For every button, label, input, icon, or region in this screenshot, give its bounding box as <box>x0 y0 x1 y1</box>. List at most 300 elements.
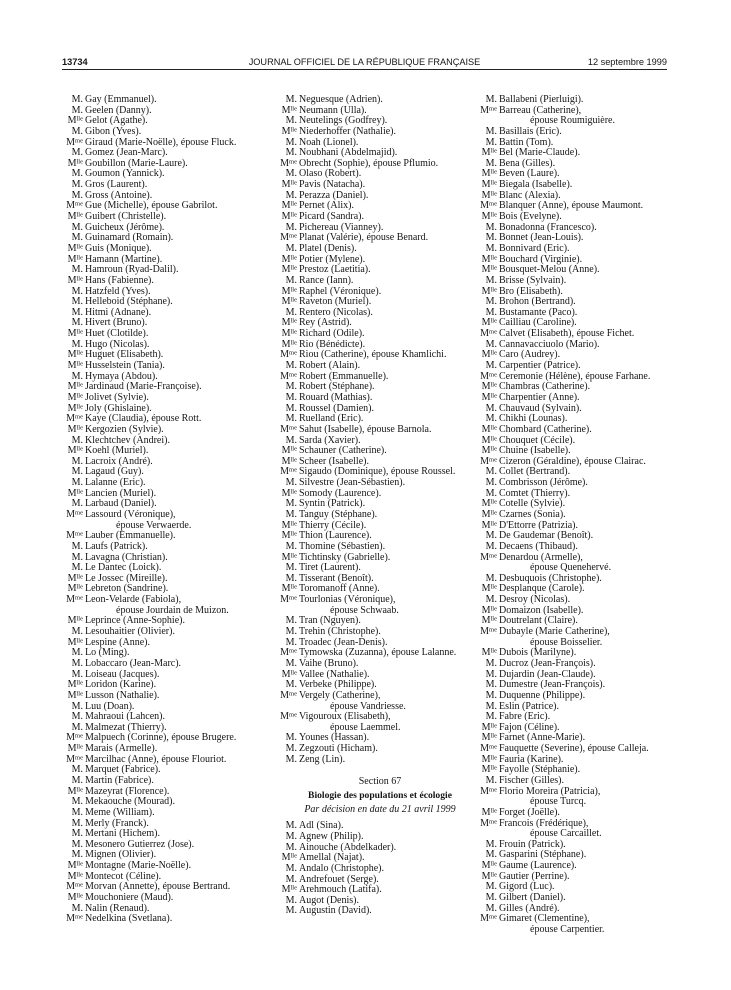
person-name: Cizeron (Géraldine), épouse Clairac. <box>499 455 646 467</box>
person-name: Collet (Bertrand). <box>499 466 571 478</box>
civility-title: $M^{lle}$ <box>481 764 497 776</box>
civility-title: $M^{me}$ <box>280 711 297 723</box>
civility-title: $M^{lle}$ <box>67 402 83 414</box>
person-name: Comtet (Thierry). <box>499 487 571 499</box>
person-name: Bouchard (Virginie). <box>499 253 583 265</box>
civility-title: M. <box>485 306 497 318</box>
civility-title: M. <box>285 873 297 885</box>
person-name: Loridon (Karine). <box>85 679 157 691</box>
person-name: épouse Vandriesse. <box>330 700 406 712</box>
person-name: Rance (Iann). <box>299 274 354 286</box>
person-name: Carpentier (Patrice). <box>499 360 581 372</box>
person-name: Pavis (Natacha). <box>299 179 366 191</box>
civility-title: $M^{lle}$ <box>67 253 83 265</box>
civility-title: M. <box>285 274 297 286</box>
civility-title: M. <box>71 498 83 510</box>
person-name: Gilbert (Daniel). <box>499 892 566 904</box>
person-name: Leon-Velarde (Fabiola), <box>85 594 182 606</box>
person-name: Gross (Antoine). <box>85 189 153 201</box>
person-name: Planat (Valérie), épouse Benard. <box>299 232 429 244</box>
civility-title: $M^{lle}$ <box>481 647 497 659</box>
person-name: Agnew (Philip). <box>299 831 364 842</box>
civility-title: $M^{lle}$ <box>67 572 83 584</box>
person-name: Sarda (Xavier). <box>299 434 361 446</box>
civility-title: $M^{lle}$ <box>481 445 497 457</box>
person-name: Pernet (Alix). <box>299 200 354 212</box>
civility-title: M. <box>285 636 297 648</box>
civility-title: M. <box>485 657 497 669</box>
civility-title: M. <box>285 732 297 744</box>
person-name: Mouchoniere (Maud). <box>85 892 174 904</box>
person-name: Tran (Nguyen). <box>299 615 361 627</box>
person-name: Ducroz (Jean-François). <box>499 657 596 669</box>
civility-title: M. <box>285 905 297 917</box>
civility-title: $M^{lle}$ <box>281 519 297 531</box>
name-entry <box>276 906 476 917</box>
civility-title: M. <box>285 136 297 148</box>
page-number: 13734 <box>62 57 88 67</box>
person-name: Sahut (Isabelle), épouse Barnola. <box>299 423 432 435</box>
person-name: Mahraoui (Lahcen). <box>85 711 165 723</box>
civility-title: M. <box>285 508 297 520</box>
person-name: Chikhi (Lounas). <box>499 413 568 425</box>
civility-title: M. <box>71 838 83 850</box>
person-name: Combrisson (Jérôme). <box>499 477 588 489</box>
civility-title: $M^{lle}$ <box>481 519 497 531</box>
person-name: Bonadonna (Francesco). <box>499 221 597 233</box>
civility-title: $M^{lle}$ <box>67 892 83 904</box>
person-name: Thomine (Sébastien). <box>299 540 386 552</box>
civility-title: $M^{lle}$ <box>281 200 297 212</box>
person-name: Gibon (Yves). <box>85 125 142 137</box>
person-name: Huguet (Elisabeth). <box>85 349 164 361</box>
civility-title: M. <box>71 296 83 308</box>
civility-title: M. <box>71 477 83 489</box>
person-name: épouse Turcq. <box>530 796 587 808</box>
civility-title: $M^{lle}$ <box>481 285 497 297</box>
civility-title: M. <box>485 902 497 914</box>
civility-title: M. <box>485 296 497 308</box>
civility-title: M. <box>285 572 297 584</box>
civility-title: M. <box>285 94 297 105</box>
person-name: Thierry (Cécile). <box>299 519 367 531</box>
person-name: Andrefouet (Serge). <box>299 873 379 885</box>
person-name: Hans (Fabienne). <box>85 274 154 286</box>
person-name: Chauvaud (Sylvain). <box>499 402 582 414</box>
person-name: Bustamante (Paco). <box>499 306 578 318</box>
person-name: Trehin (Christophe). <box>299 626 381 638</box>
person-name: Gelot (Agathe). <box>85 115 148 127</box>
person-name: Guinamard (Romain). <box>85 232 174 244</box>
civility-title: $M^{me}$ <box>66 732 83 744</box>
civility-title: M. <box>485 125 497 137</box>
civility-title: M. <box>71 657 83 669</box>
civility-title: M. <box>285 831 297 842</box>
civility-title: M. <box>485 466 497 478</box>
person-name: Nalin (Renaud). <box>85 902 150 914</box>
person-name: De Gaudemar (Benoît). <box>499 530 594 542</box>
name-entry <box>62 914 262 925</box>
civility-title: $M^{me}$ <box>66 753 83 765</box>
person-name: Montagne (Marie-Noëlle). <box>85 860 192 872</box>
civility-title: $M^{lle}$ <box>481 381 497 393</box>
civility-title: M. <box>71 828 83 840</box>
person-name: Gimaret (Clementine), <box>499 913 590 925</box>
person-name: Robert (Stéphane). <box>299 381 375 393</box>
civility-title: $M^{lle}$ <box>481 870 497 882</box>
civility-title: $M^{me}$ <box>280 157 297 169</box>
person-name: Ruelland (Eric). <box>299 413 364 425</box>
civility-title: $M^{lle}$ <box>481 583 497 595</box>
person-name: Adl (Sina). <box>299 820 344 832</box>
person-name: épouse Laemmel. <box>330 721 401 733</box>
civility-title: M. <box>71 179 83 191</box>
person-name: épouse Quenehervé. <box>530 562 612 574</box>
civility-title: M. <box>71 647 83 659</box>
civility-title: M. <box>485 487 497 499</box>
person-name: Frouin (Patrick). <box>499 838 566 850</box>
civility-title: M. <box>285 657 297 669</box>
civility-title: M. <box>485 157 497 169</box>
civility-title: M. <box>285 413 297 425</box>
person-name: Laufs (Patrick). <box>85 540 148 552</box>
civility-title: $M^{me}$ <box>280 349 297 361</box>
person-name: Schauner (Catherine). <box>299 445 387 457</box>
civility-title: M. <box>71 221 83 233</box>
civility-title: $M^{me}$ <box>480 328 497 340</box>
civility-title: M. <box>285 498 297 510</box>
civility-title: M. <box>71 721 83 733</box>
person-name: Dubois (Marilyne). <box>499 647 577 659</box>
entry-continuation <box>476 925 671 936</box>
publication-date: 12 septembre 1999 <box>587 57 667 67</box>
person-name: Gros (Laurent). <box>85 179 148 191</box>
person-name: Goubillon (Marie-Laure). <box>85 157 188 169</box>
person-name: Forget (Joëlle). <box>499 806 560 818</box>
person-name: Lancien (Muriel). <box>85 487 157 499</box>
person-name: Helleboid (Stéphane). <box>85 296 173 308</box>
civility-title: M. <box>71 668 83 680</box>
person-name: Hymaya (Abdou). <box>85 370 158 382</box>
person-name: Dujardin (Jean-Claude). <box>499 668 596 680</box>
civility-title: $M^{lle}$ <box>281 852 297 864</box>
person-name: Francois (Frédérique), <box>499 817 589 829</box>
civility-title: $M^{lle}$ <box>67 636 83 648</box>
person-name: Picard (Sandra). <box>299 211 364 223</box>
person-name: Rouard (Mathias). <box>299 391 373 403</box>
person-name: Fischer (Gilles). <box>499 775 564 786</box>
civility-title: M. <box>485 881 497 893</box>
person-name: Lespine (Anne). <box>85 636 150 648</box>
civility-title: M. <box>71 306 83 318</box>
person-name: Goumon (Yannick). <box>85 168 165 180</box>
civility-title: $M^{lle}$ <box>67 381 83 393</box>
decision-date-line: Par décision en date du 21 avril 1999 <box>304 804 456 816</box>
civility-title: $M^{lle}$ <box>67 274 83 286</box>
person-name: Florio Moreira (Patricia), <box>499 785 601 797</box>
civility-title: $M^{lle}$ <box>67 679 83 691</box>
civility-title: M. <box>485 572 497 584</box>
person-name: Farnet (Anne-Marie). <box>499 732 586 744</box>
civility-title: $M^{lle}$ <box>281 264 297 276</box>
person-name: Morvan (Annette), épouse Bertrand. <box>85 881 231 893</box>
person-name: Martin (Fabrice). <box>85 775 154 786</box>
person-name: Silvestre (Jean-Sébastien). <box>299 477 406 489</box>
person-name: Marquet (Fabrice). <box>85 764 161 776</box>
name-column-2 <box>276 95 476 917</box>
civility-title: M. <box>71 125 83 137</box>
person-name: Mazeyrat (Florence). <box>85 785 170 797</box>
person-name: Augot (Denis). <box>299 894 359 906</box>
person-name: Kergozien (Sylvie). <box>85 423 164 435</box>
person-name: Noubhani (Abdelmajid). <box>299 147 398 159</box>
civility-title: $M^{lle}$ <box>67 328 83 340</box>
page-header <box>62 55 667 70</box>
civility-title: $M^{lle}$ <box>481 423 497 435</box>
person-name: Guicheux (Jérôme). <box>85 221 165 233</box>
person-name: Leprince (Anne-Sophie). <box>85 615 185 627</box>
civility-title: $M^{lle}$ <box>67 211 83 223</box>
person-name: épouse Boisselier. <box>530 636 603 648</box>
person-name: Gilles (André). <box>499 902 560 914</box>
civility-title: $M^{me}$ <box>66 530 83 542</box>
civility-title: M. <box>485 711 497 723</box>
civility-title: M. <box>71 806 83 818</box>
civility-title: M. <box>285 540 297 552</box>
civility-title: M. <box>71 168 83 180</box>
civility-title: $M^{lle}$ <box>481 211 497 223</box>
person-name: épouse Jourdain de Muizon. <box>116 604 229 616</box>
civility-title: $M^{me}$ <box>280 232 297 244</box>
person-name: Meme (William). <box>85 806 155 818</box>
civility-title: M. <box>485 94 497 105</box>
person-name: Arehmouch (Latifa). <box>299 884 382 896</box>
civility-title: $M^{lle}$ <box>67 487 83 499</box>
person-name: Czarnes (Sonia). <box>499 508 566 520</box>
civility-title: $M^{me}$ <box>480 913 497 925</box>
civility-title: $M^{lle}$ <box>481 391 497 403</box>
person-name: Vergely (Catherine), <box>299 689 381 701</box>
person-name: Gautier (Perrine). <box>499 870 570 882</box>
civility-title: M. <box>285 841 297 853</box>
person-name: Brohon (Bertrand). <box>499 296 576 308</box>
civility-title: $M^{lle}$ <box>481 732 497 744</box>
person-name: Ainouche (Abdelkader). <box>299 841 397 853</box>
person-name: Mignen (Olivier). <box>85 849 157 861</box>
civility-title: $M^{me}$ <box>280 647 297 659</box>
person-name: Desbuquois (Christophe). <box>499 572 602 584</box>
civility-title: $M^{lle}$ <box>281 338 297 350</box>
civility-title: M. <box>485 849 497 861</box>
person-name: Giraud (Marie-Noëlle), épouse Fluck. <box>85 136 237 148</box>
civility-title: M. <box>485 530 497 542</box>
civility-title: M. <box>285 115 297 127</box>
person-name: Basillais (Eric). <box>499 125 562 137</box>
civility-title: M. <box>285 615 297 627</box>
civility-title: M. <box>285 381 297 393</box>
civility-title: M. <box>71 466 83 478</box>
civility-title: M. <box>485 402 497 414</box>
civility-title: M. <box>485 594 497 606</box>
person-name: Blanquer (Anne), épouse Maumont. <box>499 200 644 212</box>
civility-title: M. <box>485 232 497 244</box>
civility-title: $M^{lle}$ <box>281 317 297 329</box>
person-name: Tymowska (Zuzanna), épouse Lalanne. <box>299 647 457 659</box>
person-name: Toromanoff (Anne). <box>299 583 380 595</box>
civility-title: M. <box>485 892 497 904</box>
person-name: Ballabeni (Pierluigi). <box>499 94 584 105</box>
civility-title: $M^{lle}$ <box>481 806 497 818</box>
civility-title: $M^{lle}$ <box>281 211 297 223</box>
person-name: Eslin (Patrice). <box>499 700 559 712</box>
civility-title: $M^{me}$ <box>280 466 297 478</box>
person-name: Dubayle (Marie Catherine), <box>499 626 610 638</box>
civility-title: $M^{lle}$ <box>481 434 497 446</box>
civility-title: M. <box>71 700 83 712</box>
civility-title: $M^{me}$ <box>280 370 297 382</box>
civility-title: $M^{lle}$ <box>481 317 497 329</box>
civility-title: M. <box>71 455 83 467</box>
civility-title: $M^{lle}$ <box>281 668 297 680</box>
civility-title: $M^{me}$ <box>480 455 497 467</box>
person-name: Thion (Laurence). <box>299 530 372 542</box>
person-name: Koehl (Muriel). <box>85 445 149 457</box>
civility-title: M. <box>285 168 297 180</box>
civility-title: M. <box>71 285 83 297</box>
name-column-3 <box>476 95 671 936</box>
civility-title: M. <box>485 413 497 425</box>
person-name: Neutelings (Godfrey). <box>299 115 388 127</box>
person-name: Jardinaud (Marie-Françoise). <box>85 381 202 393</box>
person-name: Fabre (Eric). <box>499 711 551 723</box>
civility-title: M. <box>71 817 83 829</box>
name-entry <box>276 755 476 766</box>
civility-title: $M^{me}$ <box>480 370 497 382</box>
person-name: Scheer (Isabelle). <box>299 455 369 467</box>
civility-title: $M^{lle}$ <box>481 253 497 265</box>
person-name: Rio (Bénédicte). <box>299 338 366 350</box>
civility-title: $M^{me}$ <box>66 913 83 925</box>
person-name: Lagaud (Guy). <box>85 466 144 478</box>
person-name: Cailliau (Caroline). <box>499 317 577 329</box>
person-name: Luu (Doan). <box>85 700 135 712</box>
person-name: Le Jossec (Mireille). <box>85 572 168 584</box>
person-name: Troadec (Jean-Denis). <box>299 636 388 648</box>
civility-title: $M^{lle}$ <box>67 743 83 755</box>
civility-title: M. <box>485 838 497 850</box>
civility-title: $M^{lle}$ <box>281 104 297 116</box>
person-name: Barreau (Catherine), <box>499 104 582 116</box>
civility-title: M. <box>485 338 497 350</box>
civility-title: $M^{lle}$ <box>67 445 83 457</box>
civility-title: M. <box>285 434 297 446</box>
civility-title: $M^{lle}$ <box>481 615 497 627</box>
person-name: Cotelle (Sylvie). <box>499 498 566 510</box>
civility-title: $M^{lle}$ <box>67 689 83 701</box>
civility-title: $M^{me}$ <box>280 689 297 701</box>
civility-title: M. <box>71 189 83 201</box>
person-name: Potier (Mylene). <box>299 253 366 265</box>
person-name: Jolivet (Sylvie). <box>85 391 149 403</box>
person-name: Merly (Franck). <box>85 817 149 829</box>
person-name: Lo (Ming). <box>85 647 130 659</box>
civility-title: M. <box>485 274 497 286</box>
person-name: Desroy (Nicolas). <box>499 594 571 606</box>
civility-title: $M^{lle}$ <box>481 179 497 191</box>
civility-title: M. <box>285 147 297 159</box>
person-name: Mesonero Gutierrez (Jose). <box>85 838 195 850</box>
civility-title: M. <box>71 562 83 574</box>
person-name: Robert (Alain). <box>299 360 361 372</box>
civility-title: $M^{lle}$ <box>281 328 297 340</box>
person-name: Geelen (Danny). <box>85 104 152 116</box>
person-name: Verbeke (Philippe). <box>299 679 377 691</box>
person-name: Le Dantec (Loick). <box>85 562 162 574</box>
person-name: Roussel (Damien). <box>299 402 374 414</box>
person-name: Caro (Audrey). <box>499 349 561 361</box>
name-list <box>276 95 476 765</box>
civility-title: $M^{lle}$ <box>481 349 497 361</box>
civility-title: M. <box>71 551 83 563</box>
person-name: Hamroun (Ryad-Dalil). <box>85 264 179 276</box>
civility-title: $M^{me}$ <box>66 200 83 212</box>
person-name: Lobaccaro (Jean-Marc). <box>85 657 182 669</box>
civility-title: M. <box>285 743 297 755</box>
person-name: Lassourd (Véronique), <box>85 508 176 520</box>
section-subtitle: Biologie des populations et écologie <box>308 790 452 802</box>
person-name: Raveton (Muriel). <box>299 296 372 308</box>
section-title: Section 67 <box>358 776 402 788</box>
person-name: Huet (Clotilde). <box>85 328 149 340</box>
person-name: Mekaouche (Mourad). <box>85 796 175 808</box>
section-name-list <box>276 821 476 917</box>
civility-title: $M^{lle}$ <box>281 884 297 896</box>
person-name: Chambras (Catherine). <box>499 381 591 393</box>
civility-title: $M^{me}$ <box>280 423 297 435</box>
civility-title: $M^{lle}$ <box>481 498 497 510</box>
civility-title: $M^{lle}$ <box>281 455 297 467</box>
person-name: Bois (Evelyne). <box>499 211 562 223</box>
person-name: Somody (Laurence). <box>299 487 382 499</box>
civility-title: M. <box>285 862 297 874</box>
civility-title: $M^{lle}$ <box>67 157 83 169</box>
person-name: Joly (Ghislaine). <box>85 402 152 414</box>
civility-title: $M^{me}$ <box>66 881 83 893</box>
person-name: Fayolle (Stéphanie). <box>499 764 581 776</box>
civility-title: $M^{lle}$ <box>481 508 497 520</box>
civility-title: M. <box>285 306 297 318</box>
person-name: Rentero (Nicolas). <box>299 306 373 318</box>
person-name: Lacroix (André). <box>85 455 153 467</box>
civility-title: $M^{lle}$ <box>67 423 83 435</box>
person-name: Doutrelant (Claire). <box>499 615 578 627</box>
person-name: Niederhoffer (Nathalie). <box>299 125 396 137</box>
civility-title: $M^{lle}$ <box>481 189 497 201</box>
person-name: Malpuech (Corinne), épouse Brugere. <box>85 732 237 744</box>
civility-title: $M^{lle}$ <box>281 530 297 542</box>
civility-title: $M^{lle}$ <box>67 242 83 254</box>
civility-title: M. <box>71 540 83 552</box>
person-name: Duquenne (Philippe). <box>499 689 586 701</box>
person-name: épouse Carpentier. <box>530 923 605 935</box>
person-name: Lauber (Emmanuelle). <box>85 530 176 542</box>
person-name: Ceremonie (Hélène), épouse Farhane. <box>499 370 651 382</box>
civility-title: M. <box>285 402 297 414</box>
civility-title: $M^{me}$ <box>66 508 83 520</box>
person-name: Gomez (Jean-Marc). <box>85 147 168 159</box>
civility-title: M. <box>71 104 83 116</box>
person-name: Richard (Odile). <box>299 328 365 340</box>
